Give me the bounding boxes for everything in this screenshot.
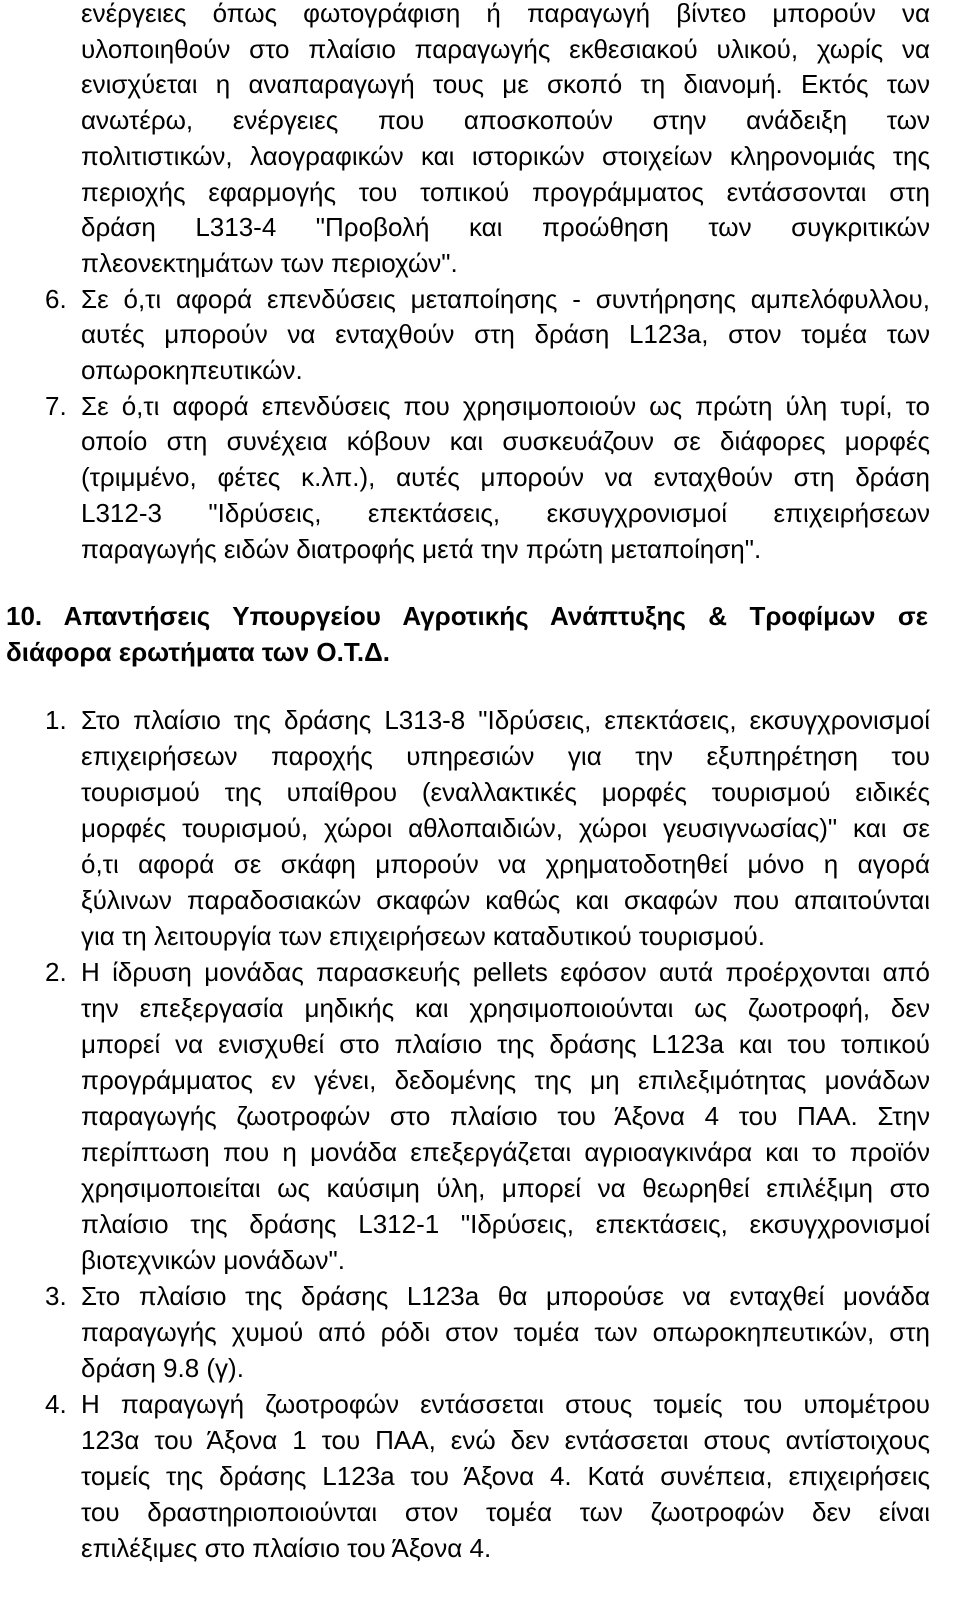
section-heading: [6, 599, 928, 670]
text-line: την επεξεργασία μηδικής και χρησιμοποιούνται ως ζωοτροφή, δεν: [81, 993, 930, 1023]
text-line: του δραστηριοποιούνται στον τομέα των ζωοτροφών δεν είναι: [81, 1497, 930, 1527]
list-item-number: 4.: [45, 1389, 67, 1419]
text-line: ξύλινων παραδοσιακών σκαφών καθώς και σκαφών που απαιτούνται: [81, 885, 930, 915]
text-line: υλοποιηθούν στο πλαίσιο παραγωγής εκθεσιακού υλικού, χωρίς να: [81, 33, 930, 64]
text-line: τομείς της δράσης L123a του Άξονα 4. Κατά συνέπεια, επιχειρήσεις: [81, 1461, 930, 1491]
previous-section: [0, 0, 960, 567]
text-line: χρησιμοποιείται ως καύσιμη ύλη, μπορεί να θεωρηθεί επιλέξιμη στο: [81, 1173, 930, 1203]
list-item-3: [0, 1278, 960, 1386]
text-line: δράση L313-4 "Προβολή και προώθηση των συγκριτικών: [81, 212, 930, 243]
text-line: παραγωγής ζωοτροφών στο πλαίσιο του Άξονα 4 του ΠΑΑ. Στην: [81, 1101, 930, 1131]
list-item-1: [0, 702, 960, 954]
list-item-number: 3.: [45, 1281, 67, 1311]
text-line: ενέργειες όπως φωτογράφιση ή παραγωγή βίντεο μπορούν να: [81, 0, 930, 28]
continuation-paragraph: [81, 0, 930, 282]
text-line: περιοχής εφαρμογής του τοπικού προγράμματος εντάσσονται στη: [81, 176, 930, 207]
list-item-number: 1.: [45, 705, 67, 735]
heading-line: διάφορα ερωτήματα των Ο.Τ.Δ.: [6, 636, 391, 667]
text-line: προγράμματος εν γένει, δεδομένης της μη επιλεξιμότητας μονάδων: [81, 1065, 930, 1095]
text-line: για τη λειτουργία των επιχειρήσεων καταδυτικού τουρισμού.: [81, 921, 765, 951]
list-item-number: 7.: [45, 390, 67, 421]
list-item-number: 6.: [45, 283, 67, 314]
list-item-6: [0, 282, 960, 389]
text-line: επιχειρήσεων παροχής υπηρεσιών για την εξυπηρέτηση του: [81, 741, 930, 771]
text-line: Σε ό,τι αφορά επενδύσεις μεταποίησης - συντήρησης αμπελόφυλλου,: [81, 283, 930, 314]
list-item-text: [81, 1278, 930, 1386]
text-line: περίπτωση που η μονάδα επεξεργάζεται αγριοαγκινάρα και το προϊόν: [81, 1137, 930, 1167]
list-item-text: [81, 1386, 930, 1566]
text-line: L312-3 "Ιδρύσεις, επεκτάσεις, εκσυγχρονισμοί επιχειρήσεων: [81, 497, 930, 528]
text-line: πλεονεκτημάτων των περιοχών".: [81, 247, 458, 278]
list-item-text: [81, 954, 930, 1278]
text-line: τουρισμού της υπαίθρου (εναλλακτικές μορφές τουρισμού ειδικές: [81, 777, 930, 807]
text-line: 123α του Άξονα 1 του ΠΑΑ, ενώ δεν εντάσσεται στους αντίστοιχους: [81, 1425, 930, 1455]
list-item-text: [81, 702, 930, 954]
text-line: Στο πλαίσιο της δράσης L123a θα μπορούσε να ενταχθεί μονάδα: [81, 1281, 930, 1311]
text-line: βιοτεχνικών μονάδων".: [81, 1245, 346, 1275]
list-item-4: [0, 1386, 960, 1566]
answers-list: [0, 702, 960, 1566]
text-line: μπορεί να ενισχυθεί στο πλαίσιο της δράσης L123a και του τοπικού: [81, 1029, 930, 1059]
text-line: οποίο στη συνέχεια κόβουν και συσκευάζουν σε διάφορες μορφές: [81, 426, 930, 457]
text-line: πολιτιστικών, λαογραφικών και ιστορικών στοιχείων κληρονομιάς της: [81, 140, 930, 171]
text-line: ανωτέρω, ενέργειες που αποσκοπούν στην ανάδειξη των: [81, 105, 930, 136]
list-item-2: [0, 954, 960, 1278]
text-line: Σε ό,τι αφορά επενδύσεις που χρησιμοποιούν ως πρώτη ύλη τυρί, το: [81, 390, 930, 421]
text-line: παραγωγής χυμού από ρόδι στον τομέα των οπωροκηπευτικών, στη: [81, 1317, 930, 1347]
text-line: (τριμμένο, φέτες κ.λπ.), αυτές μπορούν να ενταχθούν στη δράση: [81, 462, 930, 493]
text-line: αυτές μπορούν να ενταχθούν στη δράση L123a, στον τομέα των: [81, 319, 930, 350]
text-line: ενισχύεται η αναπαραγωγή τους με σκοπό τη διανομή. Εκτός των: [81, 69, 930, 100]
text-line: πλαίσιο της δράσης L312-1 "Ιδρύσεις, επεκτάσεις, εκσυγχρονισμοί: [81, 1209, 930, 1239]
list-item-number: 2.: [45, 957, 67, 987]
text-line: μορφές τουρισμού, χώροι αθλοπαιδιών, χώροι γευσιγνωσίας)" και σε: [81, 813, 930, 843]
text-line: ό,τι αφορά σε σκάφη μπορούν να χρηματοδοτηθεί μόνο η αγορά: [81, 849, 930, 879]
list-item-text: [81, 389, 930, 568]
text-line: Στο πλαίσιο της δράσης L313-8 "Ιδρύσεις, επεκτάσεις, εκσυγχρονισμοί: [81, 705, 930, 735]
list-item-text: [81, 282, 930, 389]
text-line: παραγωγής ειδών διατροφής μετά την πρώτη μεταποίηση".: [81, 533, 762, 564]
text-line: οπωροκηπευτικών.: [81, 355, 303, 386]
text-line: δράση 9.8 (γ).: [81, 1353, 244, 1383]
text-line: επιλέξιμες στο πλαίσιο του Άξονα 4.: [81, 1533, 492, 1563]
text-line: Η ίδρυση μονάδας παρασκευής pellets εφόσον αυτά προέρχονται από: [81, 957, 930, 987]
heading-line: 10. Απαντήσεις Υπουργείου Αγροτικής Ανάπτυξης & Τροφίμων σε: [6, 601, 928, 631]
text-line: Η παραγωγή ζωοτροφών εντάσσεται στους τομείς του υπομέτρου: [81, 1389, 930, 1419]
list-item-7: [0, 389, 960, 568]
